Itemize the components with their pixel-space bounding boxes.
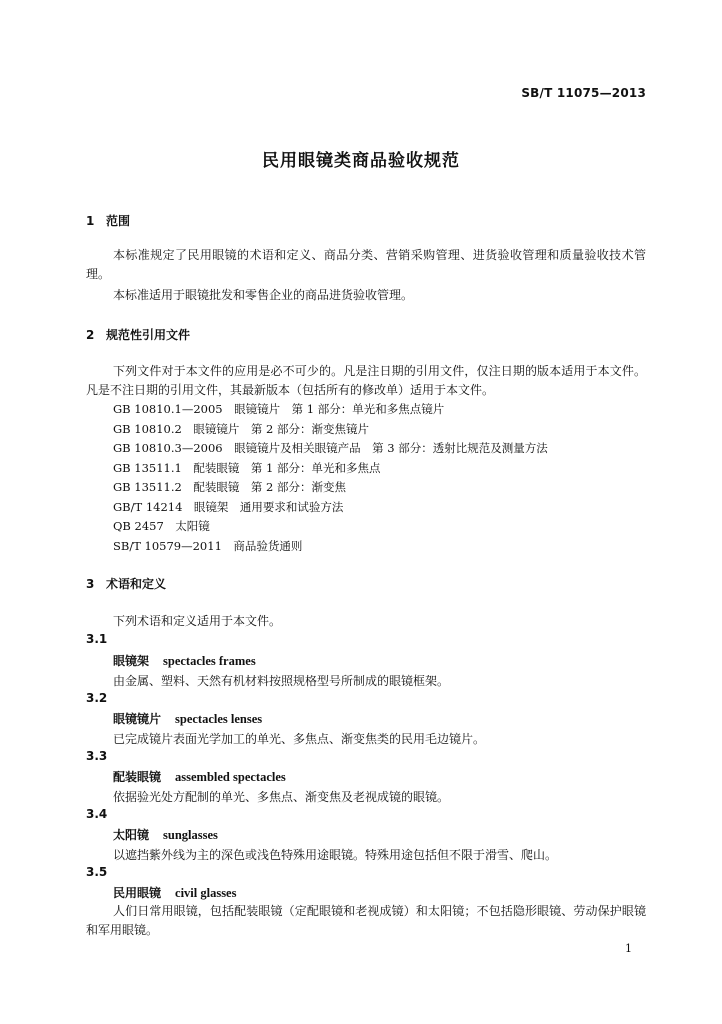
section-2-heading xyxy=(86,326,190,343)
term-english: spectacles frames xyxy=(163,654,256,668)
term-english: assembled spectacles xyxy=(175,770,286,784)
section-title: 范围 xyxy=(106,214,131,228)
section-3-intro: 下列术语和定义适用于本文件。 xyxy=(113,614,282,628)
document-title: 民用眼镜类商品验收规范 xyxy=(262,151,460,171)
term-chinese: 眼镜架 xyxy=(113,654,150,668)
term-number: 3.5 xyxy=(86,865,108,879)
standard-number: SB/T 11075—2013 xyxy=(521,86,646,100)
term-definition: 由金属、塑料、天然有机材料按照规格型号所制成的眼镜框架。 xyxy=(113,674,450,688)
section-2-intro: 下列文件对于本文件的应用是必不可少的。凡是注日期的引用文件，仅注日期的版本适用于本文件。凡是不注日期的引用文件，其最新版本（包括所有的修改单）适用于本文件。 xyxy=(86,364,646,397)
section-title: 规范性引用文件 xyxy=(106,328,191,342)
section-1-heading xyxy=(86,212,130,229)
term-heading xyxy=(113,826,218,843)
section-3-heading xyxy=(86,575,166,592)
term-chinese: 太阳镜 xyxy=(113,828,150,842)
term-number: 3.1 xyxy=(86,632,108,646)
term-english: spectacles lenses xyxy=(175,712,263,726)
term-heading xyxy=(113,768,286,785)
term-chinese: 民用眼镜 xyxy=(113,886,162,900)
term-heading xyxy=(113,710,262,727)
term-definition: 依据验光处方配制的单光、多焦点、渐变焦及老视成镜的眼镜。 xyxy=(113,790,450,804)
term-chinese: 眼镜镜片 xyxy=(113,712,162,726)
term-chinese: 配装眼镜 xyxy=(113,770,162,784)
term-english: civil glasses xyxy=(175,886,237,900)
section-title: 术语和定义 xyxy=(106,577,167,591)
term-heading xyxy=(113,884,236,901)
reference-item: SB/T 10579—2011 商品验货通则 xyxy=(113,538,303,553)
term-definition: 人们日常用眼镜，包括配装眼镜（定配眼镜和老视成镜）和太阳镜；不包括隐形眼镜、劳动保护眼镜和军用眼镜。 xyxy=(86,904,646,937)
section-number: 1 xyxy=(86,214,95,228)
reference-item: GB 13511.2 配装眼镜 第 2 部分：渐变焦 xyxy=(113,480,346,494)
section-1-paragraph-1: 本标准规定了民用眼镜的术语和定义、商品分类、营销采购管理、进货验收管理和质量验收技术管理。 xyxy=(86,248,646,281)
reference-item: GB 10810.2 眼镜镜片 第 2 部分：渐变焦镜片 xyxy=(113,421,369,436)
term-definition: 已完成镜片表面光学加工的单光、多焦点、渐变焦类的民用毛边镜片。 xyxy=(113,732,486,746)
reference-list xyxy=(113,400,548,556)
reference-item: GB/T 14214 眼镜架 通用要求和试验方法 xyxy=(113,499,344,514)
section-number: 3 xyxy=(86,577,95,591)
term-number: 3.2 xyxy=(86,691,108,705)
term-definition: 以遮挡紫外线为主的深色或浅色特殊用途眼镜。特殊用途包括但不限于滑雪、爬山。 xyxy=(113,848,558,862)
term-number: 3.4 xyxy=(86,807,108,821)
reference-item: GB 13511.1 配装眼镜 第 1 部分：单光和多焦点 xyxy=(113,460,381,475)
reference-item: GB 10810.3—2006 眼镜镜片及相关眼镜产品 第 3 部分：透射比规范及测量方法 xyxy=(113,441,548,455)
section-number: 2 xyxy=(86,328,95,342)
term-english: sunglasses xyxy=(163,828,218,842)
term-heading xyxy=(113,652,256,669)
reference-item: GB 10810.1—2005 眼镜镜片 第 1 部分：单光和多焦点镜片 xyxy=(113,402,445,416)
term-number: 3.3 xyxy=(86,749,108,763)
page-number: 1 xyxy=(625,942,632,955)
section-1-paragraph-2: 本标准适用于眼镜批发和零售企业的商品进货验收管理。 xyxy=(113,288,414,302)
reference-item: QB 2457 太阳镜 xyxy=(113,519,210,533)
